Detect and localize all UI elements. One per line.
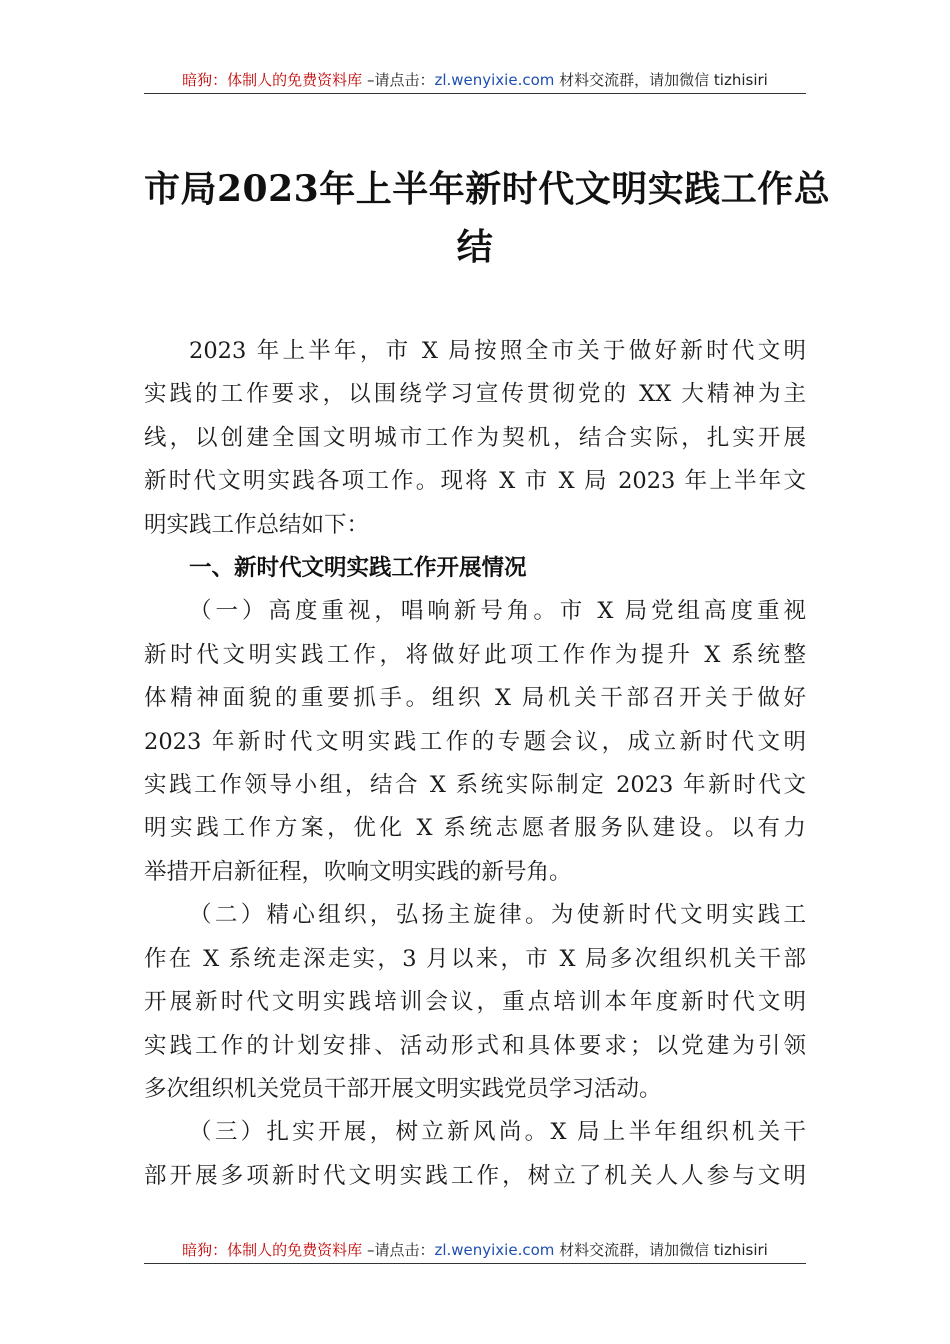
document-body: [144, 330, 806, 1198]
text-line: 明实践工作方案，优化 X 系统志愿者服务队建设。以有力: [144, 815, 806, 842]
document-title: [144, 160, 831, 276]
banner-click-prompt: –请点击：: [362, 71, 435, 89]
text-line: 新时代文明实践工作，将做好此项工作作为提升 X 系统整: [144, 641, 806, 668]
text-line: 实践的工作要求，以围绕学习宣传贯彻党的 XX 大精神为主: [144, 381, 806, 408]
text-line: 多次组织机关党员干部开展文明实践党员学习活动。: [144, 1075, 662, 1102]
subsection-1: [144, 590, 806, 894]
banner-link[interactable]: zl.wenyixie.com: [434, 1241, 555, 1259]
text-line: （二）精心组织，弘扬主旋律。为使新时代文明实践工: [189, 902, 806, 929]
text-line: 实践工作领导小组，结合 X 系统实际制定 2023 年新时代文: [144, 772, 806, 799]
section-heading: 一、新时代文明实践工作开展情况: [189, 555, 527, 582]
footer-banner: [144, 1239, 806, 1261]
intro-paragraph: [144, 330, 806, 547]
text-line: （一）高度重视，唱响新号角。市 X 局党组高度重视: [189, 598, 806, 625]
text-line: 新时代文明实践各项工作。现将 X 市 X 局 2023 年上半年文: [144, 468, 806, 495]
banner-link[interactable]: zl.wenyixie.com: [434, 71, 555, 89]
banner-wechat-note: 材料交流群，请加微信 tizhisiri: [554, 1241, 768, 1259]
title-line-2: 结: [456, 226, 494, 268]
text-line: 开展新时代文明实践培训会议，重点培训本年度新时代文明: [144, 989, 806, 1016]
text-line: 作在 X 系统走深走实，3 月以来，市 X 局多次组织机关干部: [144, 945, 806, 972]
text-line: 明实践工作总结如下：: [144, 511, 370, 538]
subsection-3: [144, 1111, 806, 1198]
text-line: 2023 年新时代文明实践工作的专题会议，成立新时代文明: [144, 728, 806, 755]
banner-wechat-note: 材料交流群，请加微信 tizhisiri: [554, 71, 768, 89]
banner-site-name: 暗狗：体制人的免费资料库: [182, 1241, 363, 1259]
text-line: 部开展多项新时代文明实践工作，树立了机关人人参与文明: [144, 1162, 806, 1189]
text-line: 实践工作的计划安排、活动形式和具体要求；以党建为引领: [144, 1032, 806, 1059]
banner-click-prompt: –请点击：: [362, 1241, 435, 1259]
text-line: 2023 年上半年，市 X 局按照全市关于做好新时代文明: [189, 338, 806, 364]
text-line: 线，以创建全国文明城市工作为契机，结合实际，扎实开展: [144, 424, 806, 451]
header-banner: [144, 69, 806, 91]
banner-site-name: 暗狗：体制人的免费资料库: [182, 71, 363, 89]
subsection-2: [144, 894, 806, 1111]
title-line-1: 市局2023年上半年新时代文明实践工作总: [144, 168, 831, 210]
text-line: （三）扎实开展，树立新风尚。X 局上半年组织机关干: [189, 1119, 806, 1146]
header-divider: [144, 93, 806, 94]
footer-divider: [144, 1263, 806, 1264]
text-line: 举措开启新征程，吹响文明实践的新号角。: [144, 858, 572, 885]
text-line: 体精神面貌的重要抓手。组织 X 局机关干部召开关于做好: [144, 685, 806, 712]
